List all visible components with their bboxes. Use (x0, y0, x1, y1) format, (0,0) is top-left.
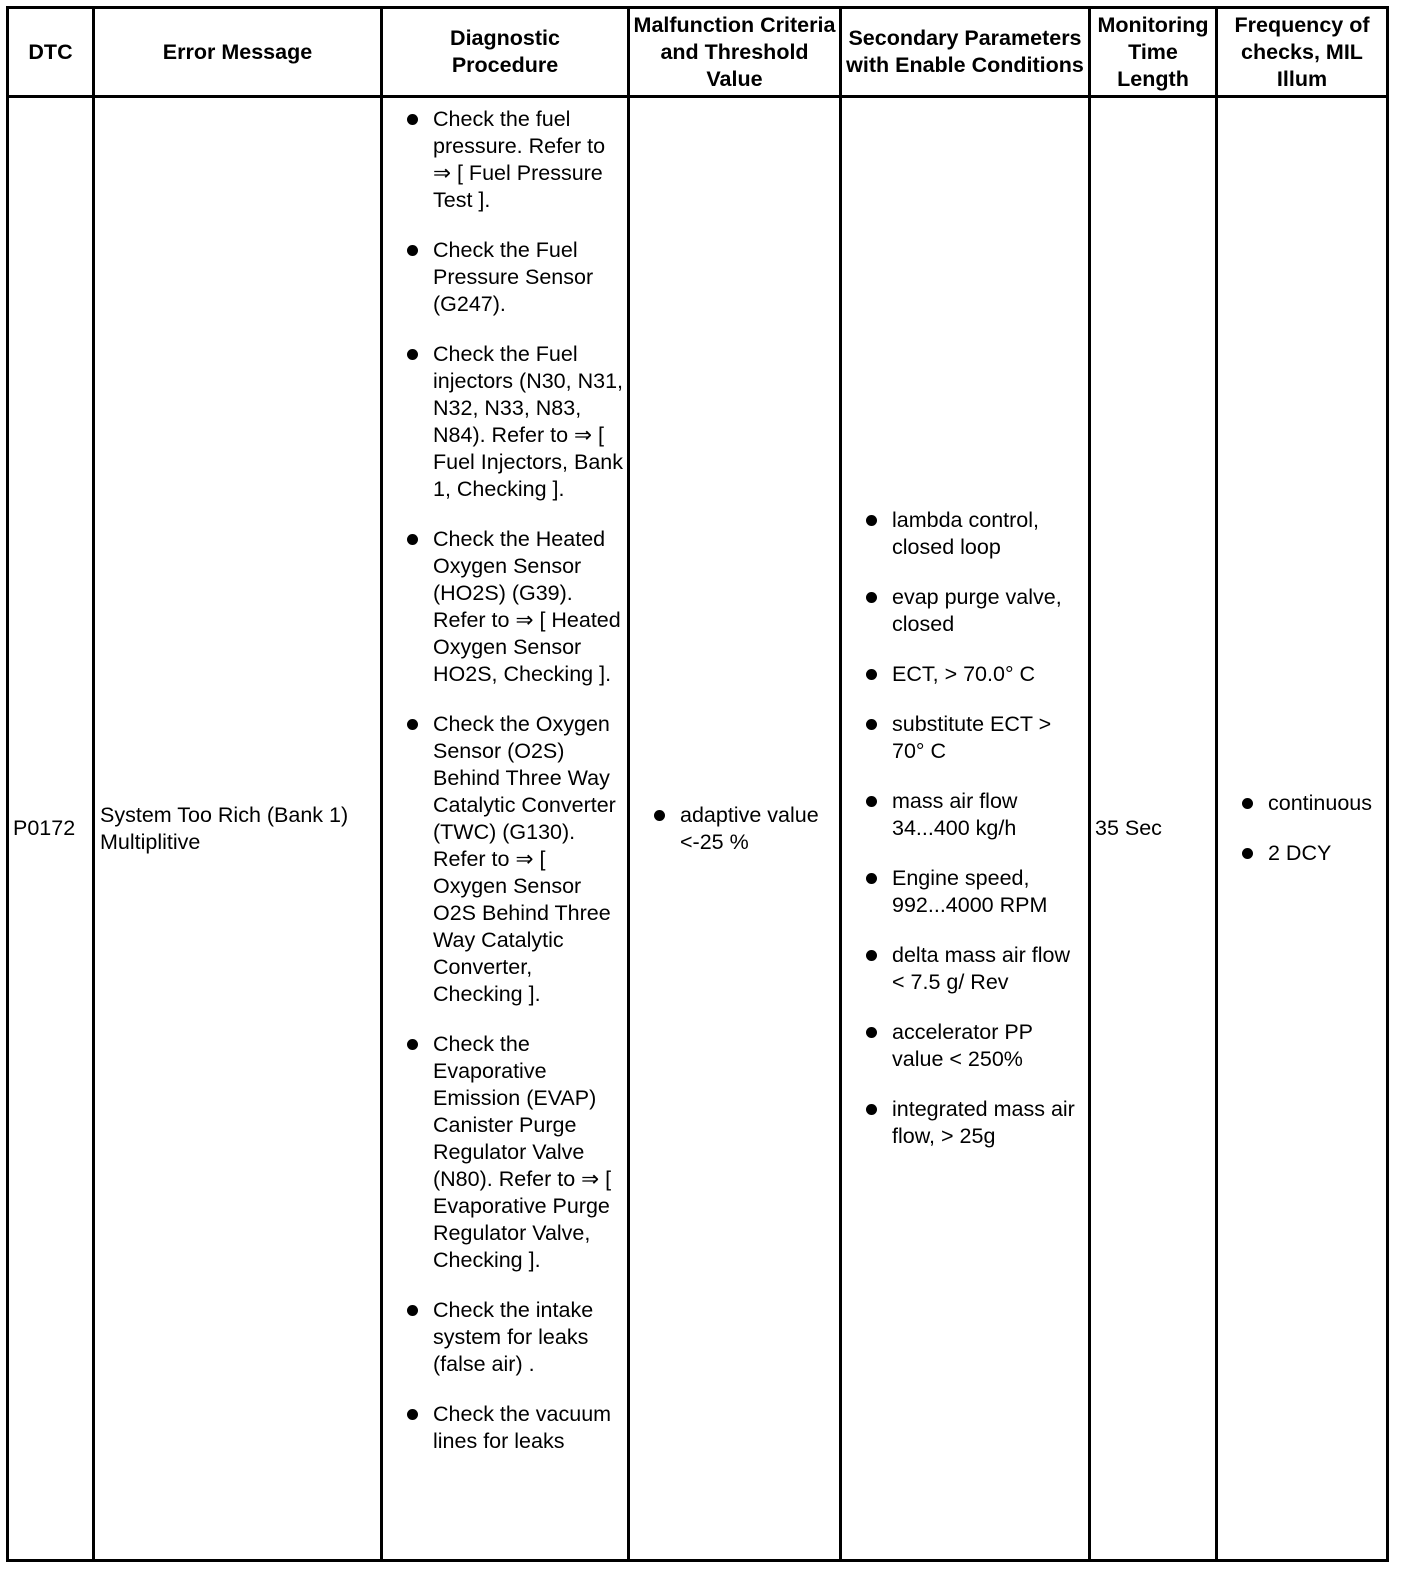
list-item-text: mass air flow 34...400 kg/h (892, 789, 1018, 840)
list-item (387, 1297, 623, 1378)
bullet-icon (866, 950, 877, 961)
bullet-icon (1242, 848, 1253, 859)
bullet-icon (407, 534, 418, 545)
list-item-text: Check the Fuel Pressure Sensor (G247). (433, 238, 594, 316)
list-item (846, 507, 1084, 561)
list-item (1222, 840, 1382, 867)
header-malfunction-criteria: Malfunction Criteria and Threshold Value (629, 8, 841, 97)
bullet-icon (407, 245, 418, 256)
bullet-icon (654, 810, 665, 821)
secondary-parameters-list (846, 507, 1084, 1150)
list-item-text: substitute ECT > 70° C (892, 712, 1052, 763)
bullet-icon (866, 515, 877, 526)
list-item (1222, 790, 1382, 817)
bullet-icon (1242, 798, 1253, 809)
bullet-icon (407, 349, 418, 360)
list-item (387, 1031, 623, 1274)
criteria-list (634, 802, 835, 856)
list-item-text: Engine speed, 992...4000 RPM (892, 866, 1048, 917)
list-item-text: Check the vacuum lines for leaks (433, 1402, 612, 1453)
list-item-text: Check the Oxygen Sensor (O2S) Behind Three Way Catalytic Converter (TWC) (G130). Refer to ⇒ [ Oxygen Sensor O2S Behind Three Way Catalytic Converter, Checking ]. (433, 712, 616, 1006)
cell-error-message: System Too Rich (Bank 1) Multiplitive (94, 97, 382, 1561)
header-monitoring-time: Monitoring Time Length (1090, 8, 1217, 97)
header-diagnostic-procedure: Diagnostic Procedure (382, 8, 629, 97)
list-item (387, 341, 623, 503)
list-item (387, 106, 623, 214)
list-item (846, 1019, 1084, 1073)
list-item-text: evap purge valve, closed (892, 585, 1062, 636)
list-item-text: adaptive value <-25 % (680, 802, 819, 854)
bullet-icon (866, 719, 877, 730)
cell-monitoring-time: 35 Sec (1090, 97, 1217, 1561)
bullet-icon (866, 796, 877, 807)
procedure-list (387, 98, 623, 1455)
list-item-text: Check the Evaporative Emission (EVAP) Canister Purge Regulator Valve (N80). Refer to ⇒ [ Evaporative Purge Regulator Valve, Checking ]. (433, 1032, 612, 1272)
dtc-table (6, 6, 1389, 1562)
bullet-icon (866, 669, 877, 680)
list-item (846, 584, 1084, 638)
list-item-text: lambda control, closed loop (892, 508, 1039, 559)
bullet-icon (407, 114, 418, 125)
bullet-icon (407, 1305, 418, 1316)
cell-dtc: P0172 (8, 97, 94, 1561)
list-item-text: Check the fuel pressure. Refer to ⇒ [ Fuel Pressure Test ]. (433, 107, 606, 212)
cell-secondary-parameters (841, 97, 1090, 1561)
list-item (846, 711, 1084, 765)
list-item (846, 788, 1084, 842)
header-error-message: Error Message (94, 8, 382, 97)
list-item (387, 526, 623, 688)
list-item-text: Check the intake system for leaks (false air) . (433, 1298, 594, 1376)
list-item-text: Check the Heated Oxygen Sensor (HO2S) (G39). Refer to ⇒ [ Heated Oxygen Sensor HO2S, Checking ]. (433, 527, 621, 686)
bullet-icon (866, 1104, 877, 1115)
cell-malfunction-criteria (629, 97, 841, 1561)
list-item-text: accelerator PP value < 250% (892, 1020, 1033, 1071)
bullet-icon (866, 1027, 877, 1038)
list-item (846, 1096, 1084, 1150)
list-item-text: ECT, > 70.0° C (892, 662, 1036, 686)
list-item (387, 237, 623, 318)
header-secondary-parameters: Secondary Parameters with Enable Conditions (841, 8, 1090, 97)
table-row (8, 97, 1388, 1561)
bullet-icon (866, 592, 877, 603)
list-item (387, 711, 623, 1008)
cell-diagnostic-procedure (382, 97, 629, 1561)
bullet-icon (407, 1039, 418, 1050)
bullet-icon (866, 873, 877, 884)
list-item-text: continuous (1268, 791, 1372, 815)
frequency-list (1222, 790, 1382, 867)
list-item (846, 865, 1084, 919)
list-item (387, 1401, 623, 1455)
header-dtc: DTC (8, 8, 94, 97)
header-row (8, 8, 1388, 97)
list-item-text: integrated mass air flow, > 25g (892, 1097, 1075, 1148)
cell-frequency (1217, 97, 1388, 1561)
bullet-icon (407, 1409, 418, 1420)
bullet-icon (407, 719, 418, 730)
header-frequency: Frequency of checks, MIL Illum (1217, 8, 1388, 97)
list-item (846, 661, 1084, 688)
list-item (846, 942, 1084, 996)
list-item-text: 2 DCY (1268, 841, 1332, 865)
list-item-text: Check the Fuel injectors (N30, N31, N32, N33, N83, N84). Refer to ⇒ [ Fuel Injectors, Bank 1, Checking ]. (433, 342, 624, 501)
list-item (634, 802, 835, 856)
list-item-text: delta mass air flow < 7.5 g/ Rev (892, 943, 1071, 994)
